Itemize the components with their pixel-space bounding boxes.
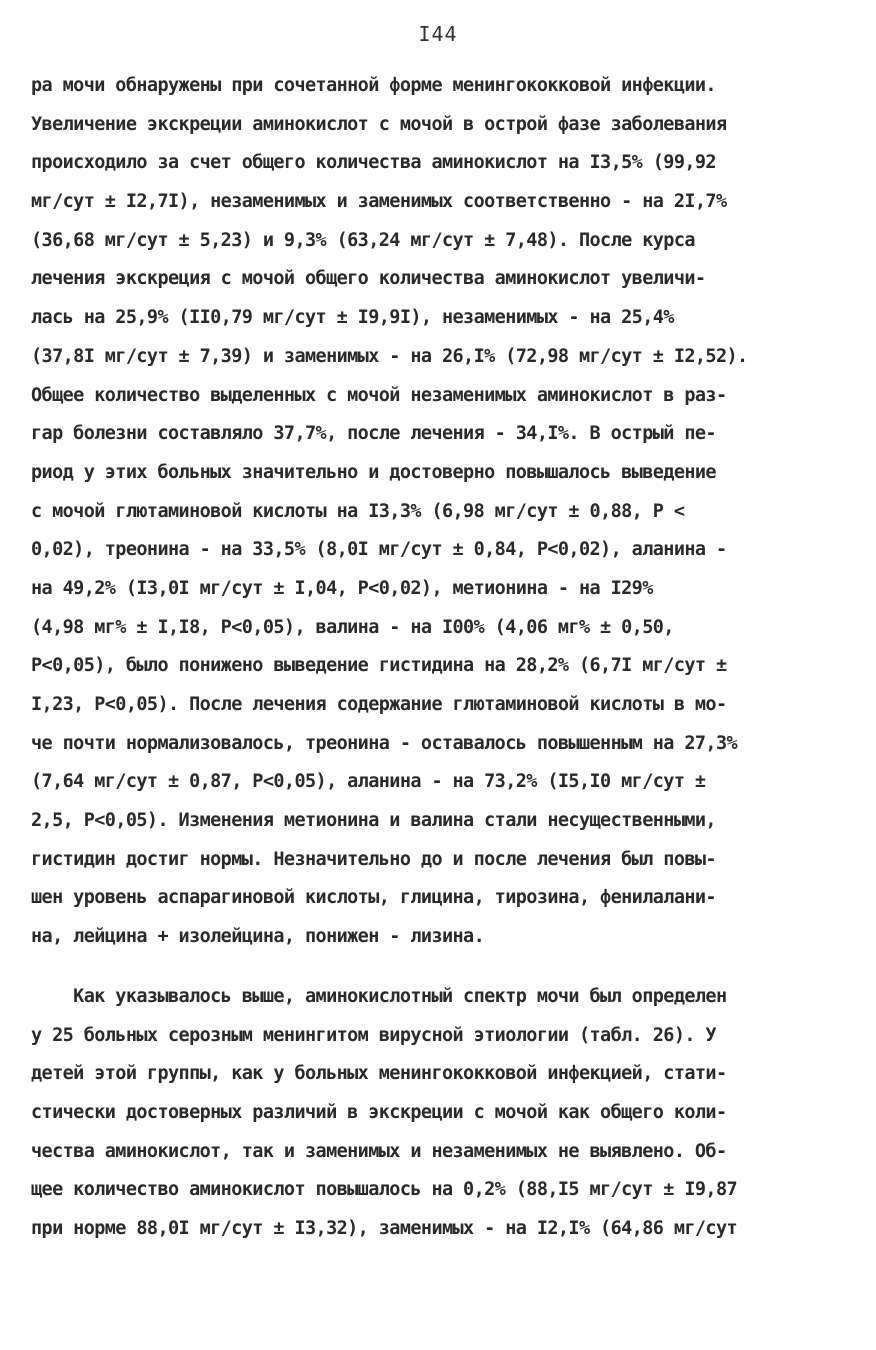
text-line: Как указывалось выше, аминокислотный спектр мочи был определен [31, 986, 727, 1007]
text-line: на, лейцина + изолейцина, понижен - лизина. [31, 926, 485, 948]
paragraph-2 [31, 978, 851, 1249]
text-line: (36,68 мг/сут ± 5,23) и 9,3% (63,24 мг/сут ± 7,48). После курса [31, 229, 695, 251]
text-line: мг/сут ± I2,7I), незаменимых и заменимых соответственно - на 2I,7% [31, 191, 727, 213]
text-line: (7,64 мг/сут ± 0,87, P<0,05), аланина - на 73,2% (I5,I0 мг/сут ± [31, 771, 706, 793]
text-line: чества аминокислот, так и заменимых и незаменимых не выявлено. Об- [31, 1140, 727, 1162]
text-line: гистидин достиг нормы. Незначительно до и после лечения был повы- [31, 848, 716, 870]
text-line: происходило за счет общего количества аминокислот на I3,5% (99,92 [31, 152, 716, 174]
text-line: (4,98 мг% ± I,I8, P<0,05), валина - на I00% (4,06 мг% ± 0,50, [31, 616, 674, 638]
text-line: (37,8I мг/сут ± 7,39) и заменимых - на 26,I% (72,98 мг/сут ± I2,52). [31, 345, 748, 367]
text-line: у 25 больных серозным менингитом вирусной этиологии (табл. 26). У [31, 1024, 716, 1046]
text-line: Общее количество выделенных с мочой незаменимых аминокислот в раз- [31, 384, 727, 406]
paragraph-1 [31, 67, 851, 957]
text-line: лечения экскреция с мочой общего количества аминокислот увеличи- [31, 268, 706, 290]
text-line: лась на 25,9% (II0,79 мг/сут ± I9,9I), незаменимых - на 25,4% [31, 307, 674, 329]
text-line: 2,5, P<0,05). Изменения метионина и валина стали несущественными, [31, 810, 716, 832]
text-line: при норме 88,0I мг/сут ± I3,32), заменимых - на I2,I% (64,86 мг/сут [31, 1218, 738, 1240]
page-number: I44 [418, 22, 458, 46]
text-line: щее количество аминокислот повышалось на 0,2% (88,I5 мг/сут ± I9,87 [31, 1179, 738, 1201]
text-line: Увеличение экскреции аминокислот с мочой в острой фазе заболевания [31, 113, 727, 135]
text-line: 0,02), треонина - на 33,5% (8,0I мг/сут ± 0,84, P<0,02), аланина - [31, 539, 727, 561]
text-line: ра мочи обнаружены при сочетанной форме менингококковой инфекции. [31, 75, 716, 96]
text-line: стически достоверных различий в экскреции с мочой как общего коли- [31, 1102, 727, 1124]
text-line: гар болезни составляло 37,7%, после лечения - 34,I%. В острый пе- [31, 423, 716, 445]
text-line: P<0,05), было понижено выведение гистидина на 28,2% (6,7I мг/сут ± [31, 655, 727, 677]
text-line: детей этой группы, как у больных менингококковой инфекцией, стати- [31, 1063, 727, 1085]
text-line: шен уровень аспарагиновой кислоты, глицина, тирозина, фенилалани- [31, 887, 716, 909]
text-line: на 49,2% (I3,0I мг/сут ± I,04, P<0,02), метионина - на I29% [31, 577, 653, 599]
text-line: I,23, P<0,05). После лечения содержание глютаминовой кислоты в мо- [31, 694, 727, 715]
text-line: с мочой глютаминовой кислоты на I3,3% (6,98 мг/сут ± 0,88, P < [31, 500, 685, 522]
text-line: че почти нормализовалось, треонина - оставалось повышенным на 27,3% [31, 732, 738, 754]
text-line: риод у этих больных значительно и достоверно повышалось выведение [31, 461, 716, 483]
